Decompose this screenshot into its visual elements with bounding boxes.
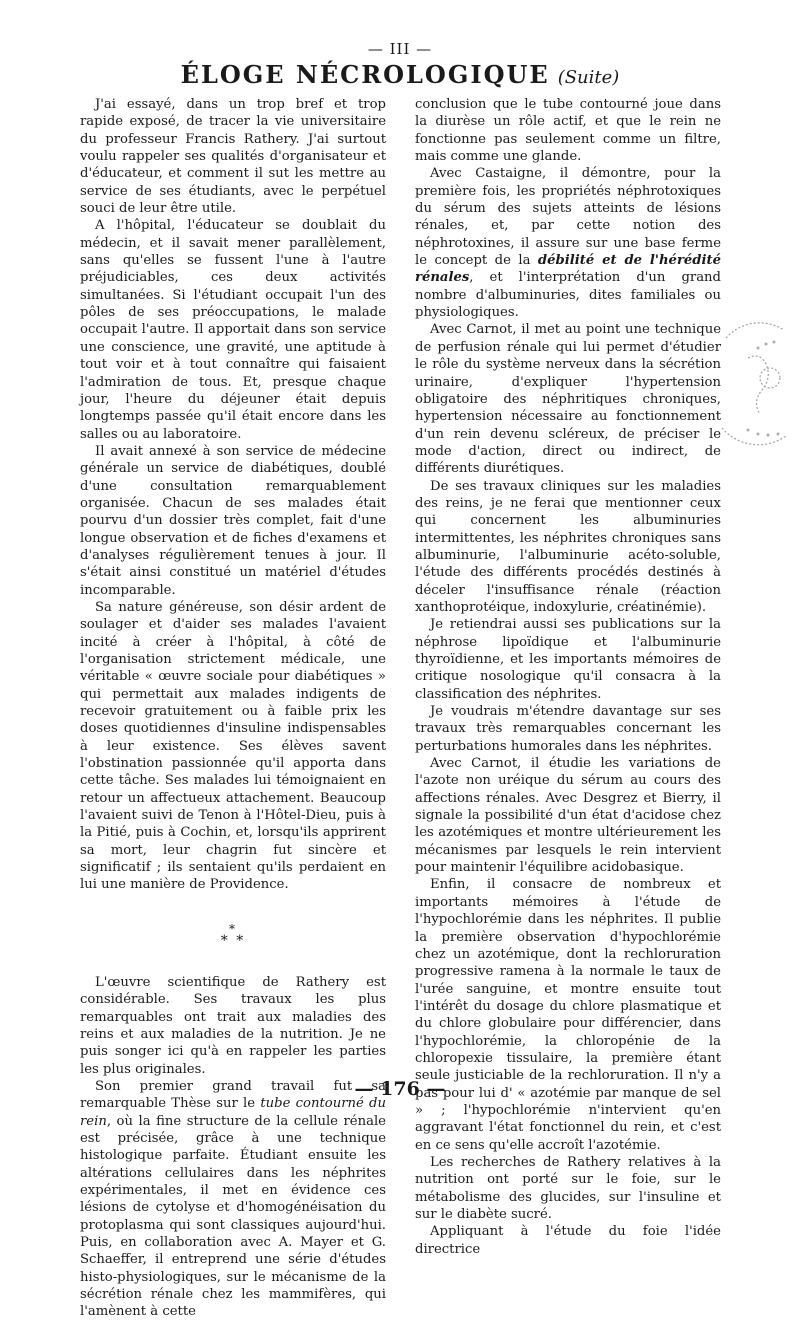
paragraph: L'œuvre scientifique de Rathery est considérable. Ses travaux les plus remarquables ont trait aux maladies des reins et aux maladies de la nutrition. Je ne puis songer ici qu'à en rappeler les parties les plus originales. (80, 974, 386, 1077)
paragraph: J'ai essayé, dans un trop bref et trop rapide exposé, de tracer la vie universitaire du professeur Francis Rathery. J'ai surtout voulu rappeler ses qualités d'organisateur et d'éducateur, et comment il sut les mettre au service de ses étudiants, avec le perpétuel souci de leur être utile. (80, 97, 386, 217)
asterism-top: * (229, 921, 237, 936)
page-title (0, 60, 800, 89)
section-separator (80, 921, 386, 949)
paragraph: Avec Carnot, il met au point une technique de perfusion rénale qui lui permet d'étudier le rôle du système nerveux dans la sécrétion urinaire, d'expliquer l'hypertension obligatoire des néphritiques chroniques, hypertension nécessaire au fonctionnement d'un rein devenu scléreux, de préciser le mode d'action, direct ou indirect, de différents diurétiques. (415, 322, 721, 477)
italic-term: tube contourné du rein (80, 1096, 386, 1129)
paragraph: conclusion que le tube contourné joue dans la diurèse un rôle actif, et que le rein ne fonctionne pas seulement comme un filtre, mais comme une glande. (415, 97, 721, 165)
title-main: ÉLOGE NÉCROLOGIQUE (180, 60, 550, 89)
paragraph: De ses travaux cliniques sur les maladies des reins, je ne ferai que mentionner ceux qui concernent les albuminuries intermittentes, les néphrites chroniques sans albuminurie, l'albuminurie acéto-soluble, l'étude des différents procédés destinés à déceler l'insuffisance rénale (réaction xanthoprotéique, indoxylurie, créatinémie). (415, 478, 721, 615)
paragraph: Sa nature généreuse, son désir ardent de soulager et d'aider ses malades l'avaient incité à créer à l'hôpital, à côté de l'organisation strictement médicale, une véritable « œuvre sociale pour diabétiques » qui permettait aux malades indigents de recevoir gratuitement ou à faible prix les doses quotidiennes d'insuline indispensables à leur existence. Ses élèves savent l'obstination passionnée qu'il apporta dans cette tâche. Ses malades lui témoignaient en retour un affectueux attachement. Beaucoup l'avaient suivi de Tenon à l'Hôtel-Dieu, puis à la Pitié, puis à Cochin, et, lorsqu'ils apprirent sa mort, leur chagrin fut sincère et significatif ; ils sentaient qu'ils perdaient en lui une manière de Providence. (80, 599, 386, 893)
paragraph: Je voudrais m'étendre davantage sur ses travaux très remarquables concernant les perturbations humorales dans les néphrites. (415, 704, 721, 754)
library-stamp-icon (718, 318, 788, 448)
paragraph: Je retiendrai aussi ses publications sur la néphrose lipoïdique et l'albuminurie thyroïdienne, et les importants mémoires de critique nosologique qu'il consacra à la classification des néphrites. (415, 617, 721, 702)
section-number: — III — (367, 40, 433, 58)
italic-term: débilité et de l'hérédité rénales (415, 253, 721, 286)
text-run: Avec Castaigne, il démontre, pour la première fois, les propriétés néphrotoxiques du sérum des sujets atteints de lésions rénales, et, par cette notion des néphrotoxines, il assure sur une base ferme le concept de la (415, 166, 721, 269)
paragraph: Il avait annexé à son service de médecine générale un service de diabétiques, doublé d'une consultation remarquablement organisée. Chacun de ses malades était pourvu d'un dossier très complet, fait d'une longue observation et de fiches d'examens et d'analyses régulièrement tenues à jour. Il s'était ainsi constitué un matériel d'études incomparable. (80, 443, 386, 598)
left-column (80, 96, 386, 1321)
text-run: Son premier grand travail fut sa remarquable Thèse sur le (80, 1078, 386, 1112)
paragraph: A l'hôpital, l'éducateur se doublait du médecin, et il savait mener parallèlement, sans qu'elles se fussent l'une à l'autre préjudiciables, ces deux activités simultanées. Si l'étudiant occupait l'un des pôles de ses préoccupations, le malade occupait l'autre. Il apportait dans son service une conscience, une gravité, une aptitude à tout voir et à tout connaître qui faisaient l'admiration de tous. Et, presque chaque jour, l'heure du déjeuner était depuis longtemps passée qu'il était encore dans les salles ou au laboratoire. (80, 218, 386, 442)
paragraph: Appliquant à l'étude du foie l'idée directrice (415, 1224, 721, 1257)
paragraph (80, 1078, 386, 1321)
title-subtitle: (Suite) (557, 67, 620, 88)
text-run: , où la fine structure de la cellule rénale est précisée, grâce à une technique histologique parfaite. Étudiant ensuite les altérations cellulaires dans les néphrites expérimentales, il met en évidence ces lésions de cytolyse et d'homogénéisation du protoplasma qui sont classiques aujourd'hui. Puis, en collaboration avec A. Mayer et G. Schaeffer, il entreprend une série d'études histo-physiologiques, sur le mécanisme de la sécrétion rénale chez les mammifères, qui l'amènent à cette (80, 1113, 386, 1320)
paragraph: Avec Carnot, il étudie les variations de l'azote non uréique du sérum au cours des affections rénales. Avec Desgrez et Bierry, il signale la possibilité d'un état d'acidose chez les azotémiques et montre ultérieurement les mécanismes par lesquels le rein intervient pour maintenir l'équilibre acidobasique. (415, 756, 721, 876)
text-run: , et l'interprétation d'un grand nombre d'albuminuries, dites familiales ou physiologiques. (415, 270, 721, 321)
paragraph: Enfin, il consacre de nombreux et importants mémoires à l'étude de l'hypochlorémie dans les néphrites. Il publie la première observation d'hypochlorémie chez un azotémique, dont la rechloruration progressive ramena à la normale le taux de l'urée sanguine, et montre ensuite tout l'intérêt du dosage du chlore plasmatique et du chlore globulaire pour différencier, dans l'hypochlorémie, la chloropénie de la chloropexie tissulaire, la première étant seule justiciable de la rechloruration. Il n'y a pas pour lui d' « azotémie par manque de sel » ; l'hypochlorémie n'intervient qu'en aggravant l'état fonctionnel du rein, et c'est en ce sens qu'elle accroît l'azotémie. (415, 877, 721, 1153)
asterism-bottom: * * (220, 932, 246, 949)
page-number: — 176 — (354, 1078, 446, 1100)
paragraph: Les recherches de Rathery relatives à la nutrition ont porté sur le foie, sur le métabolisme des glucides, sur l'insuline et sur le diabète sucré. (415, 1154, 721, 1222)
paragraph (415, 165, 721, 321)
